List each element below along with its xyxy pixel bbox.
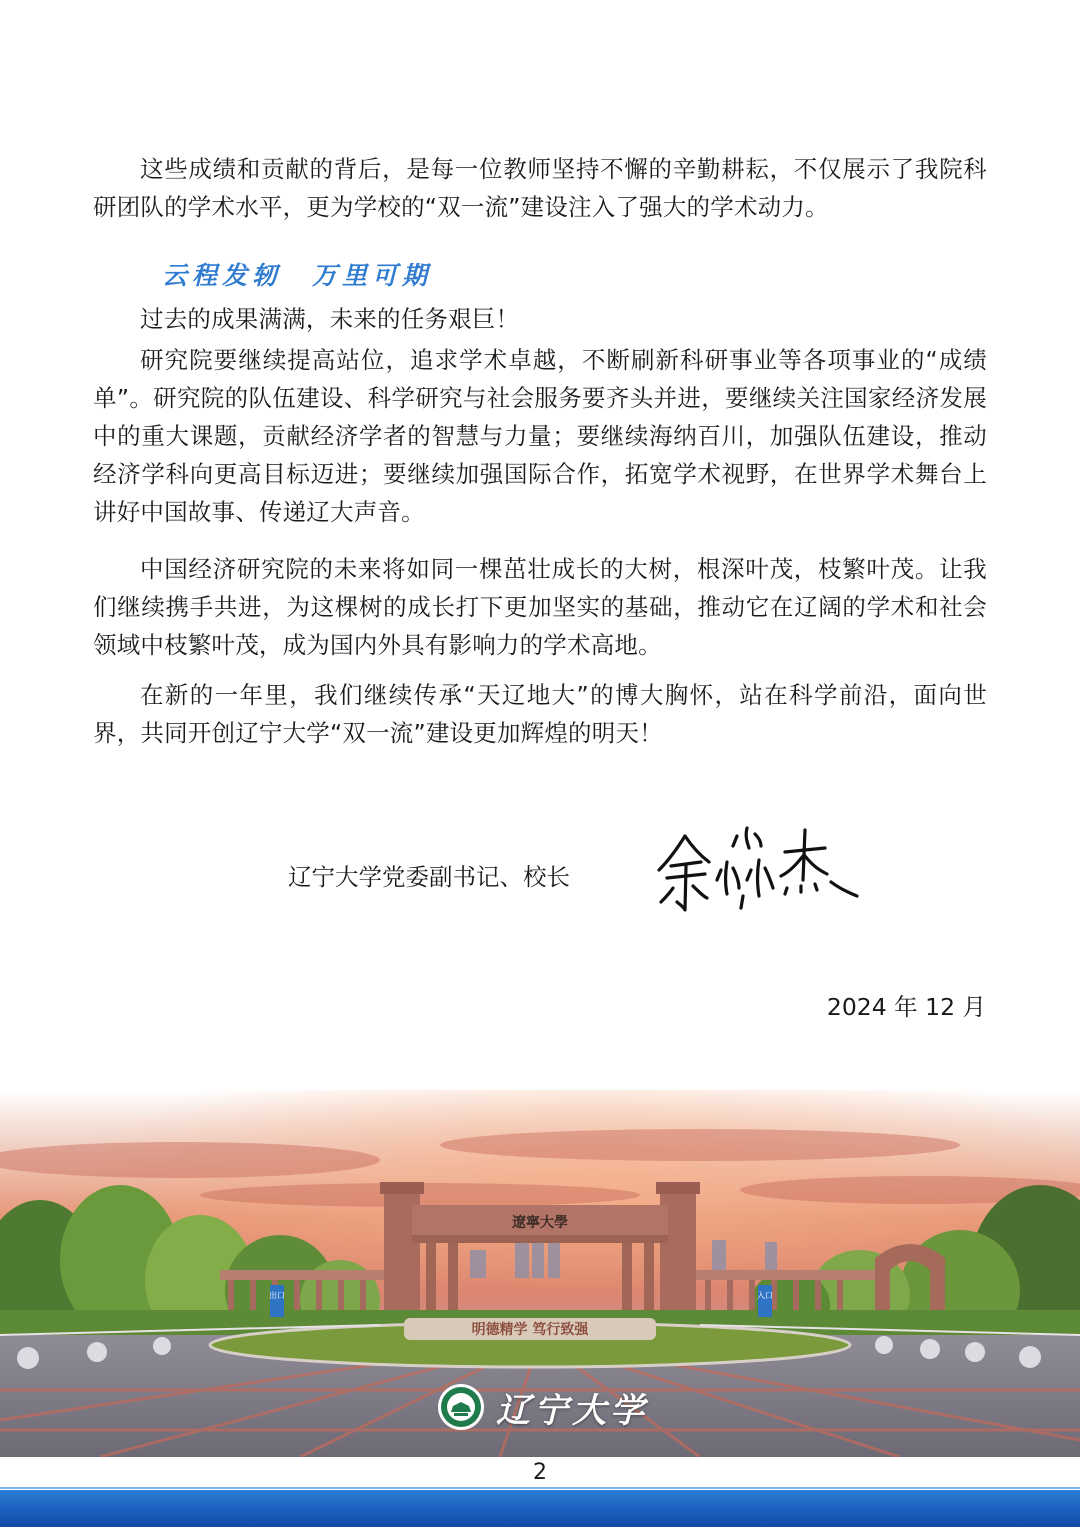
footer-bar	[0, 1490, 1080, 1527]
gate-plaque: 遼寧大學	[512, 1215, 568, 1231]
university-seal-icon	[436, 1382, 486, 1432]
paragraph-1: 这些成绩和贡献的背后，是每一位教师坚持不懈的辛勤耕耘，不仅展示了我院科研团队的学术水平，更为学校的“双一流”建设注入了强大的学术动力。	[93, 155, 987, 221]
handwritten-signature	[655, 822, 865, 921]
section-heading-right: 万里可期	[312, 261, 433, 290]
signatory-title: 辽宁大学党委副书记、校长	[288, 863, 570, 891]
university-logo	[436, 1382, 648, 1432]
motto-stone: 明德精学 笃行致强	[471, 1322, 589, 1338]
paragraph-2: 过去的成果满满，未来的任务艰巨！	[140, 305, 520, 333]
page-number: 2	[533, 1460, 547, 1485]
section-heading	[162, 256, 432, 292]
footer-divider	[0, 1487, 1080, 1489]
exit-sign: 出口	[269, 1291, 285, 1300]
paragraph-5: 在新的一年里，我们继续传承“天辽地大”的博大胸怀，站在科学前沿，面向世界，共同开创辽宁大学“双一流”建设更加辉煌的明天！	[93, 681, 987, 747]
paragraph-3: 研究院要继续提高站位，追求学术卓越，不断刷新科研事业等各项事业的“成绩单”。研究院的队伍建设、科学研究与社会服务要齐头并进，要继续关注国家经济发展中的重大课题，贡献经济学者的智慧与力量；要继续海纳百川，加强队伍建设，推动经济学科向更高目标迈进；要继续加强国际合作，拓宽学术视野，在世界学术舞台上讲好中国故事、传递辽大声音。	[93, 346, 987, 526]
letter-date: 2024 年 12 月	[826, 993, 986, 1021]
entrance-sign: 入口	[757, 1291, 773, 1300]
university-logo-text: 辽宁大学	[496, 1390, 648, 1431]
paragraph-4: 中国经济研究院的未来将如同一棵茁壮成长的大树，根深叶茂，枝繁叶茂。让我们继续携手共进，为这棵树的成长打下更加坚实的基础，推动它在辽阔的学术和社会领域中枝繁叶茂，成为国内外具有影响力的学术高地。	[93, 555, 987, 659]
section-heading-left: 云程发轫	[162, 261, 283, 290]
